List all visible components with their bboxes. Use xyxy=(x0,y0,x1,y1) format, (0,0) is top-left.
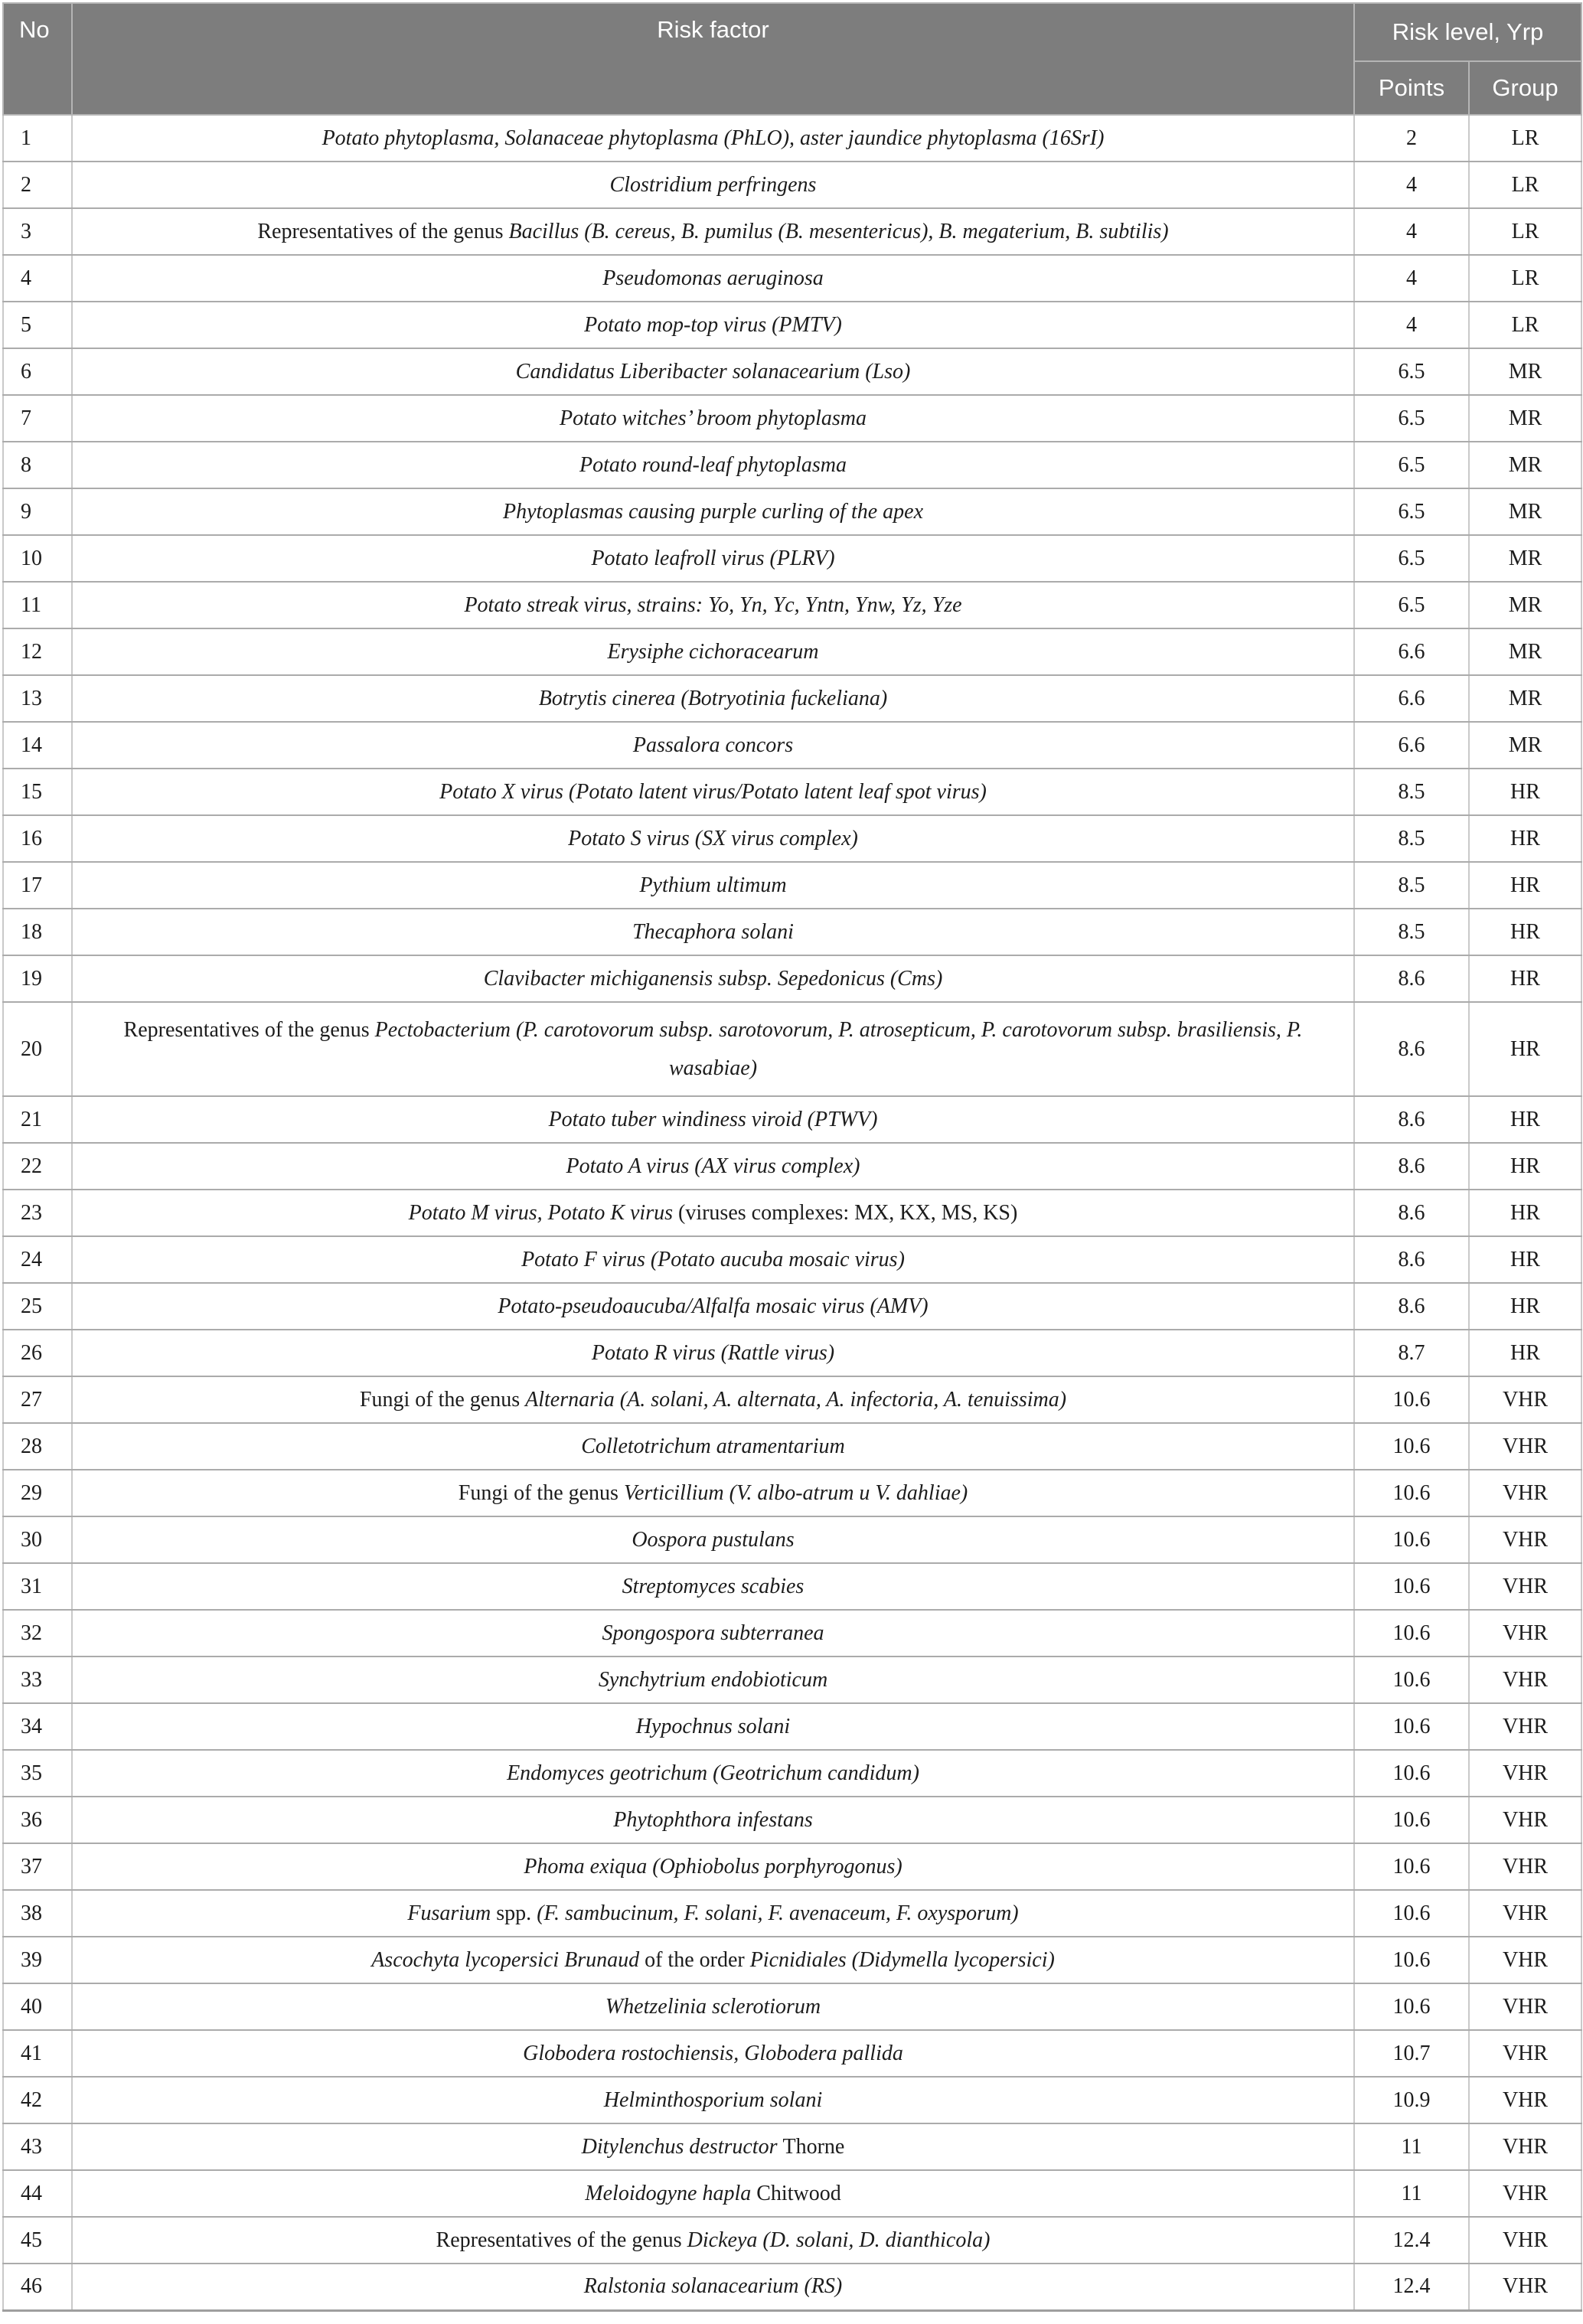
factor-text-italic: Phytophthora infestans xyxy=(613,1807,813,1832)
points-cell: 8.6 xyxy=(1354,1236,1469,1283)
table-row xyxy=(3,1750,1581,1797)
group-cell: HR xyxy=(1469,1143,1581,1190)
risk-factor-cell xyxy=(72,2030,1354,2077)
row-number-cell: 23 xyxy=(3,1190,72,1236)
row-number-cell: 18 xyxy=(3,909,72,955)
points-cell: 12.4 xyxy=(1354,2217,1469,2264)
row-number-cell: 26 xyxy=(3,1330,72,1376)
table-row xyxy=(3,1610,1581,1657)
risk-factor-cell xyxy=(72,1096,1354,1143)
group-cell: VHR xyxy=(1469,1657,1581,1703)
row-number-cell: 11 xyxy=(3,582,72,628)
header-group: Group xyxy=(1469,61,1581,115)
row-number-cell: 2 xyxy=(3,162,72,208)
group-cell: VHR xyxy=(1469,1750,1581,1797)
group-cell: VHR xyxy=(1469,2077,1581,2123)
points-cell: 10.6 xyxy=(1354,1843,1469,1890)
risk-factor-cell xyxy=(72,1236,1354,1283)
factor-text-roman: of the order xyxy=(645,1947,750,1972)
risk-factor-cell xyxy=(72,1890,1354,1937)
risk-factor-cell xyxy=(72,2217,1354,2264)
factor-text-italic: Meloidogyne hapla xyxy=(585,2181,757,2205)
table-row xyxy=(3,1843,1581,1890)
factor-text-italic: Globodera rostochiensis, Globodera pallida xyxy=(523,2041,903,2065)
table-row xyxy=(3,395,1581,442)
row-number-cell: 22 xyxy=(3,1143,72,1190)
risk-factor-cell xyxy=(72,1376,1354,1423)
table-row xyxy=(3,1190,1581,1236)
row-number-cell: 19 xyxy=(3,955,72,1002)
factor-text-italic: Potato phytoplasma, Solanaceae phytoplasma (PhLO), aster jaundice phytoplasma (16SrI) xyxy=(321,126,1105,150)
row-number-cell: 37 xyxy=(3,1843,72,1890)
table-row xyxy=(3,2123,1581,2170)
risk-factor-cell xyxy=(72,1143,1354,1190)
table-row xyxy=(3,1516,1581,1563)
group-cell: VHR xyxy=(1469,1890,1581,1937)
factor-text-italic: Clavibacter michiganensis subsp. Sepedonicus (Cms) xyxy=(483,966,943,991)
table-row xyxy=(3,302,1581,348)
group-cell: LR xyxy=(1469,255,1581,302)
risk-factor-cell xyxy=(72,1657,1354,1703)
row-number-cell: 7 xyxy=(3,395,72,442)
factor-text-italic: Ralstonia solanacearium (RS) xyxy=(583,2274,843,2299)
factor-text-italic: Phoma exiqua (Ophiobolus porphyrogonus) xyxy=(524,1854,902,1878)
group-cell: VHR xyxy=(1469,1563,1581,1610)
row-number-cell: 8 xyxy=(3,442,72,488)
row-number-cell: 9 xyxy=(3,488,72,535)
factor-text-italic: Dickeya (D. solani, D. dianthicola) xyxy=(687,2228,991,2252)
factor-text-italic: Fusarium xyxy=(407,1901,497,1925)
factor-text-italic: Spongospora subterranea xyxy=(602,1621,824,1645)
factor-text-italic: Helminthosporium solani xyxy=(603,2087,823,2112)
points-cell: 10.6 xyxy=(1354,1610,1469,1657)
risk-factor-cell xyxy=(72,2077,1354,2123)
factor-text-italic: Potato-pseudoaucuba/Alfalfa mosaic virus (AMV) xyxy=(498,1294,929,1318)
points-cell: 8.6 xyxy=(1354,1283,1469,1330)
group-cell: MR xyxy=(1469,535,1581,582)
factor-text-italic: Streptomyces scabies xyxy=(622,1574,805,1598)
risk-factor-cell xyxy=(72,395,1354,442)
table-row xyxy=(3,2217,1581,2264)
header-risk-factor: Risk factor xyxy=(72,3,1354,115)
table-row xyxy=(3,1470,1581,1516)
factor-text-italic: Potato mop-top virus (PMTV) xyxy=(584,312,842,337)
risk-factor-cell xyxy=(72,1423,1354,1470)
factor-text-italic: Whetzelinia sclerotiorum xyxy=(605,1994,821,2019)
table-row xyxy=(3,1002,1581,1096)
table-row xyxy=(3,675,1581,722)
factor-text-italic: Endomyces geotrichum (Geotrichum candidum) xyxy=(507,1761,919,1785)
row-number-cell: 14 xyxy=(3,722,72,769)
group-cell: HR xyxy=(1469,955,1581,1002)
factor-text-italic: Pectobacterium (P. carotovorum subsp. sarotovorum, P. atrosepticum, P. carotovorum subsp. brasiliensis, P. wasabiae) xyxy=(374,1017,1303,1080)
points-cell: 10.6 xyxy=(1354,1750,1469,1797)
points-cell: 11 xyxy=(1354,2170,1469,2217)
risk-factor-cell xyxy=(72,115,1354,162)
table-row xyxy=(3,955,1581,1002)
risk-factor-cell xyxy=(72,955,1354,1002)
factor-text-italic: Potato round-leaf phytoplasma xyxy=(579,452,847,477)
table-row xyxy=(3,348,1581,395)
risk-factor-cell xyxy=(72,2123,1354,2170)
points-cell: 6.6 xyxy=(1354,675,1469,722)
row-number-cell: 38 xyxy=(3,1890,72,1937)
risk-factor-cell xyxy=(72,722,1354,769)
group-cell: HR xyxy=(1469,1283,1581,1330)
group-cell: HR xyxy=(1469,909,1581,955)
points-cell: 10.6 xyxy=(1354,1890,1469,1937)
risk-factor-cell xyxy=(72,1563,1354,1610)
points-cell: 6.5 xyxy=(1354,488,1469,535)
table-row xyxy=(3,1563,1581,1610)
row-number-cell: 41 xyxy=(3,2030,72,2077)
risk-factor-cell xyxy=(72,255,1354,302)
table-row xyxy=(3,1096,1581,1143)
factor-text-italic: Ditylenchus destructor xyxy=(581,2134,783,2159)
factor-text-italic: Phytoplasmas causing purple curling of the apex xyxy=(502,499,924,524)
group-cell: VHR xyxy=(1469,1470,1581,1516)
table-row xyxy=(3,1283,1581,1330)
group-cell: MR xyxy=(1469,628,1581,675)
factor-text-roman: Representatives of the genus xyxy=(436,2228,687,2252)
group-cell: HR xyxy=(1469,769,1581,815)
header-points: Points xyxy=(1354,61,1469,115)
factor-text-italic: Verticillium (V. albo-atrum u V. dahliae) xyxy=(623,1480,968,1505)
points-cell: 4 xyxy=(1354,162,1469,208)
group-cell: VHR xyxy=(1469,1797,1581,1843)
risk-factor-cell xyxy=(72,582,1354,628)
risk-factor-cell xyxy=(72,162,1354,208)
group-cell: VHR xyxy=(1469,1516,1581,1563)
group-cell: LR xyxy=(1469,115,1581,162)
risk-factor-cell xyxy=(72,628,1354,675)
row-number-cell: 42 xyxy=(3,2077,72,2123)
group-cell: VHR xyxy=(1469,1937,1581,1983)
group-cell: HR xyxy=(1469,1330,1581,1376)
table-row xyxy=(3,582,1581,628)
table-row xyxy=(3,1330,1581,1376)
risk-factor-table xyxy=(2,2,1582,2312)
factor-text-roman: Chitwood xyxy=(756,2181,841,2205)
factor-text-italic: Thecaphora solani xyxy=(632,919,794,944)
points-cell: 4 xyxy=(1354,255,1469,302)
row-number-cell: 29 xyxy=(3,1470,72,1516)
group-cell: MR xyxy=(1469,442,1581,488)
factor-text-italic: Botrytis cinerea (Botryotinia fuckeliana) xyxy=(538,686,888,710)
factor-text-italic: Pseudomonas aeruginosa xyxy=(602,266,824,290)
table-row xyxy=(3,1890,1581,1937)
points-cell: 4 xyxy=(1354,302,1469,348)
factor-text-roman: Representatives of the genus xyxy=(123,1017,375,1042)
risk-factor-cell xyxy=(72,442,1354,488)
table-row xyxy=(3,535,1581,582)
row-number-cell: 4 xyxy=(3,255,72,302)
group-cell: VHR xyxy=(1469,1376,1581,1423)
table-row xyxy=(3,1703,1581,1750)
factor-text-italic: Potato R virus (Rattle virus) xyxy=(591,1340,835,1365)
factor-text-roman: Thorne xyxy=(782,2134,845,2159)
points-cell: 8.6 xyxy=(1354,1190,1469,1236)
points-cell: 8.5 xyxy=(1354,769,1469,815)
row-number-cell: 40 xyxy=(3,1983,72,2030)
header-no: No xyxy=(3,3,72,115)
factor-text-italic: Alternaria (A. solani, A. alternata, A. infectoria, A. tenuissima) xyxy=(525,1387,1067,1412)
points-cell: 8.6 xyxy=(1354,1143,1469,1190)
row-number-cell: 46 xyxy=(3,2264,72,2310)
row-number-cell: 25 xyxy=(3,1283,72,1330)
points-cell: 12.4 xyxy=(1354,2264,1469,2310)
row-number-cell: 3 xyxy=(3,208,72,255)
row-number-cell: 33 xyxy=(3,1657,72,1703)
points-cell: 10.6 xyxy=(1354,1937,1469,1983)
factor-text-italic: Potato witches’ broom phytoplasma xyxy=(559,406,867,430)
group-cell: HR xyxy=(1469,1190,1581,1236)
group-cell: VHR xyxy=(1469,1703,1581,1750)
row-number-cell: 32 xyxy=(3,1610,72,1657)
group-cell: VHR xyxy=(1469,2123,1581,2170)
row-number-cell: 43 xyxy=(3,2123,72,2170)
factor-text-italic: Bacillus (B. cereus, B. pumilus (B. mesentericus), B. megaterium, B. subtilis) xyxy=(508,219,1169,243)
table-row xyxy=(3,1376,1581,1423)
risk-factor-cell xyxy=(72,1983,1354,2030)
group-cell: HR xyxy=(1469,1096,1581,1143)
table-row xyxy=(3,722,1581,769)
risk-factor-cell xyxy=(72,1470,1354,1516)
points-cell: 10.6 xyxy=(1354,1470,1469,1516)
table-row xyxy=(3,769,1581,815)
row-number-cell: 31 xyxy=(3,1563,72,1610)
factor-text-italic: Pythium ultimum xyxy=(639,873,787,897)
group-cell: MR xyxy=(1469,395,1581,442)
group-cell: MR xyxy=(1469,675,1581,722)
table-row xyxy=(3,1143,1581,1190)
factor-text-italic: Candidatus Liberibacter solanacearium (Lso) xyxy=(515,359,911,384)
factor-text-italic: Potato streak virus, strains: Yo, Yn, Yc, Yntn, Ynw, Yz, Yze xyxy=(464,592,962,617)
points-cell: 10.6 xyxy=(1354,1797,1469,1843)
risk-factor-cell xyxy=(72,488,1354,535)
table-row xyxy=(3,2077,1581,2123)
table-row xyxy=(3,862,1581,909)
points-cell: 8.5 xyxy=(1354,862,1469,909)
factor-text-italic: Potato X virus (Potato latent virus/Potato latent leaf spot virus) xyxy=(439,779,987,804)
row-number-cell: 44 xyxy=(3,2170,72,2217)
risk-factor-cell xyxy=(72,1283,1354,1330)
factor-text-italic: Oospora pustulans xyxy=(632,1527,795,1552)
factor-text-roman: Fungi of the genus xyxy=(359,1387,526,1412)
factor-text-italic: Hypochnus solani xyxy=(635,1714,791,1738)
risk-factor-cell xyxy=(72,675,1354,722)
group-cell: MR xyxy=(1469,488,1581,535)
row-number-cell: 5 xyxy=(3,302,72,348)
header-risk-level: Risk level, Yrp xyxy=(1354,3,1581,61)
points-cell: 6.6 xyxy=(1354,722,1469,769)
table-row xyxy=(3,115,1581,162)
risk-factor-cell xyxy=(72,1002,1354,1096)
factor-text-italic: (F. sambucinum, F. solani, F. avenaceum, F. oxysporum) xyxy=(537,1901,1019,1925)
group-cell: VHR xyxy=(1469,2264,1581,2310)
group-cell: MR xyxy=(1469,722,1581,769)
points-cell: 10.7 xyxy=(1354,2030,1469,2077)
risk-factor-cell xyxy=(72,769,1354,815)
table-row xyxy=(3,162,1581,208)
group-cell: MR xyxy=(1469,582,1581,628)
risk-factor-cell xyxy=(72,1703,1354,1750)
table-row xyxy=(3,255,1581,302)
row-number-cell: 17 xyxy=(3,862,72,909)
points-cell: 11 xyxy=(1354,2123,1469,2170)
row-number-cell: 35 xyxy=(3,1750,72,1797)
table-row xyxy=(3,1797,1581,1843)
factor-text-italic: Picnidiales (Didymella lycopersici) xyxy=(749,1947,1055,1972)
points-cell: 10.6 xyxy=(1354,1516,1469,1563)
table-row xyxy=(3,628,1581,675)
risk-factor-cell xyxy=(72,1610,1354,1657)
risk-factor-cell xyxy=(72,1843,1354,1890)
row-number-cell: 21 xyxy=(3,1096,72,1143)
group-cell: HR xyxy=(1469,862,1581,909)
factor-text-roman: Representatives of the genus xyxy=(257,219,509,243)
group-cell: VHR xyxy=(1469,2170,1581,2217)
table-row xyxy=(3,1236,1581,1283)
points-cell: 10.6 xyxy=(1354,1563,1469,1610)
row-number-cell: 34 xyxy=(3,1703,72,1750)
factor-text-italic: Potato S virus (SX virus complex) xyxy=(568,826,858,850)
risk-factor-cell xyxy=(72,1937,1354,1983)
table-body xyxy=(3,115,1581,2310)
points-cell: 6.5 xyxy=(1354,395,1469,442)
points-cell: 6.5 xyxy=(1354,582,1469,628)
factor-text-roman: spp. xyxy=(496,1901,537,1925)
row-number-cell: 10 xyxy=(3,535,72,582)
risk-factor-cell xyxy=(72,1750,1354,1797)
risk-factor-cell xyxy=(72,1190,1354,1236)
risk-factor-cell xyxy=(72,535,1354,582)
risk-factor-cell xyxy=(72,815,1354,862)
group-cell: VHR xyxy=(1469,2217,1581,2264)
points-cell: 8.7 xyxy=(1354,1330,1469,1376)
group-cell: HR xyxy=(1469,815,1581,862)
factor-text-italic: Ascochyta lycopersici Brunaud xyxy=(371,1947,645,1972)
factor-text-italic: Colletotrichum atramentarium xyxy=(581,1434,845,1458)
table-row xyxy=(3,2264,1581,2310)
group-cell: LR xyxy=(1469,208,1581,255)
factor-text-italic: Potato leafroll virus (PLRV) xyxy=(591,546,835,570)
points-cell: 10.9 xyxy=(1354,2077,1469,2123)
table-row xyxy=(3,2030,1581,2077)
points-cell: 10.6 xyxy=(1354,1376,1469,1423)
group-cell: VHR xyxy=(1469,2030,1581,2077)
row-number-cell: 13 xyxy=(3,675,72,722)
group-cell: HR xyxy=(1469,1236,1581,1283)
group-cell: VHR xyxy=(1469,1983,1581,2030)
points-cell: 6.6 xyxy=(1354,628,1469,675)
risk-factor-cell xyxy=(72,1797,1354,1843)
points-cell: 6.5 xyxy=(1354,535,1469,582)
risk-factor-cell xyxy=(72,208,1354,255)
factor-text-italic: Clostridium perfringens xyxy=(609,172,817,197)
row-number-cell: 16 xyxy=(3,815,72,862)
table-header xyxy=(3,3,1581,115)
risk-factor-cell xyxy=(72,2264,1354,2310)
factor-text-roman: Fungi of the genus xyxy=(458,1480,624,1505)
table-row xyxy=(3,909,1581,955)
row-number-cell: 30 xyxy=(3,1516,72,1563)
row-number-cell: 45 xyxy=(3,2217,72,2264)
risk-factor-cell xyxy=(72,862,1354,909)
risk-factor-cell xyxy=(72,1516,1354,1563)
points-cell: 8.5 xyxy=(1354,909,1469,955)
row-number-cell: 39 xyxy=(3,1937,72,1983)
row-number-cell: 28 xyxy=(3,1423,72,1470)
factor-text-italic: Synchytrium endobioticum xyxy=(598,1667,828,1692)
group-cell: LR xyxy=(1469,162,1581,208)
row-number-cell: 12 xyxy=(3,628,72,675)
row-number-cell: 36 xyxy=(3,1797,72,1843)
row-number-cell: 20 xyxy=(3,1002,72,1096)
points-cell: 8.6 xyxy=(1354,955,1469,1002)
risk-factor-cell xyxy=(72,348,1354,395)
points-cell: 10.6 xyxy=(1354,1657,1469,1703)
table-row xyxy=(3,1657,1581,1703)
row-number-cell: 24 xyxy=(3,1236,72,1283)
table-row xyxy=(3,1937,1581,1983)
group-cell: VHR xyxy=(1469,1423,1581,1470)
table-row xyxy=(3,488,1581,535)
points-cell: 4 xyxy=(1354,208,1469,255)
risk-factor-cell xyxy=(72,1330,1354,1376)
group-cell: HR xyxy=(1469,1002,1581,1096)
risk-factor-cell xyxy=(72,909,1354,955)
factor-text-italic: Potato F virus (Potato aucuba mosaic virus) xyxy=(521,1247,905,1271)
table-row xyxy=(3,1423,1581,1470)
table-row xyxy=(3,208,1581,255)
group-cell: LR xyxy=(1469,302,1581,348)
points-cell: 8.6 xyxy=(1354,1096,1469,1143)
points-cell: 8.6 xyxy=(1354,1002,1469,1096)
factor-text-roman: (viruses complexes: MX, KX, MS, KS) xyxy=(678,1200,1018,1225)
points-cell: 2 xyxy=(1354,115,1469,162)
points-cell: 10.6 xyxy=(1354,1423,1469,1470)
points-cell: 8.5 xyxy=(1354,815,1469,862)
points-cell: 6.5 xyxy=(1354,442,1469,488)
table-row xyxy=(3,1983,1581,2030)
risk-factor-cell xyxy=(72,2170,1354,2217)
table-row xyxy=(3,815,1581,862)
points-cell: 10.6 xyxy=(1354,1703,1469,1750)
row-number-cell: 27 xyxy=(3,1376,72,1423)
points-cell: 10.6 xyxy=(1354,1983,1469,2030)
factor-text-italic: Potato M virus, Potato K virus xyxy=(408,1200,678,1225)
row-number-cell: 6 xyxy=(3,348,72,395)
row-number-cell: 15 xyxy=(3,769,72,815)
row-number-cell: 1 xyxy=(3,115,72,162)
table-row xyxy=(3,2170,1581,2217)
table-row xyxy=(3,442,1581,488)
group-cell: VHR xyxy=(1469,1610,1581,1657)
risk-factor-cell xyxy=(72,302,1354,348)
group-cell: MR xyxy=(1469,348,1581,395)
points-cell: 6.5 xyxy=(1354,348,1469,395)
factor-text-italic: Potato A virus (AX virus complex) xyxy=(566,1154,860,1178)
group-cell: VHR xyxy=(1469,1843,1581,1890)
factor-text-italic: Passalora concors xyxy=(632,733,794,757)
factor-text-italic: Erysiphe cichoracearum xyxy=(607,639,819,664)
factor-text-italic: Potato tuber windiness viroid (PTWV) xyxy=(548,1107,878,1131)
